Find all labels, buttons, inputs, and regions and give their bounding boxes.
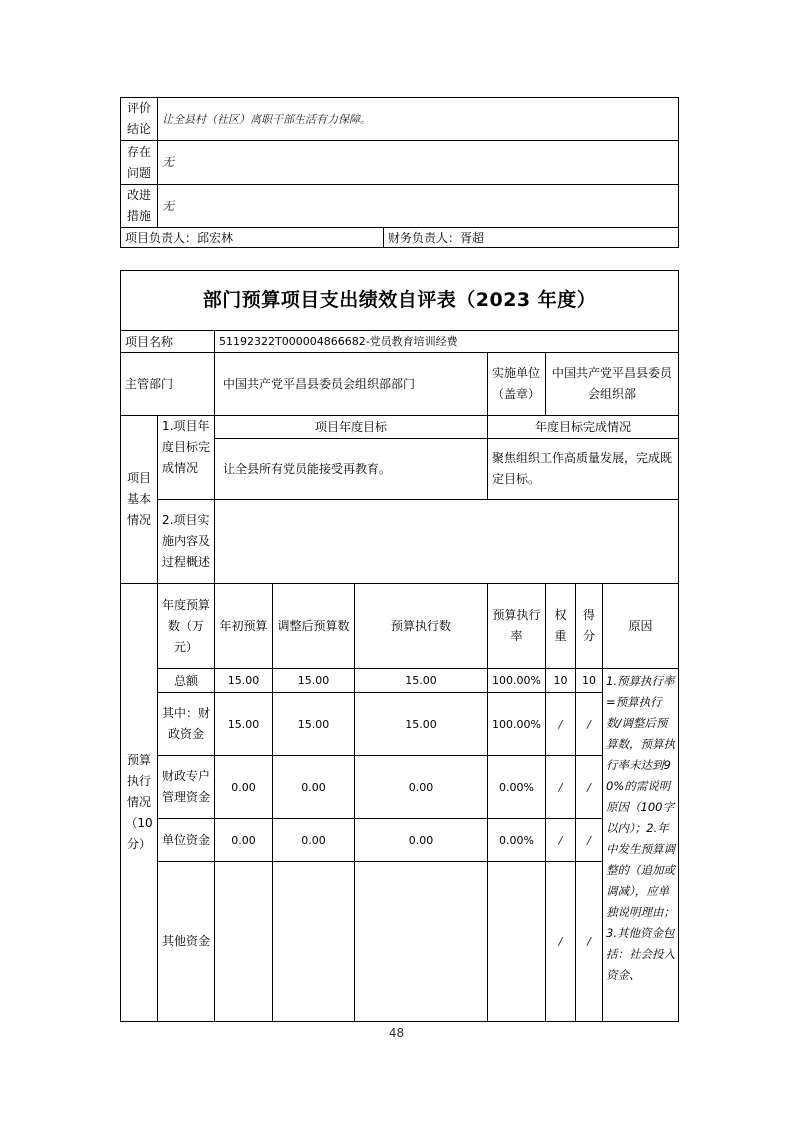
header-score: 得分 [576, 584, 603, 669]
fund-type: 其他资金 [158, 862, 215, 1022]
header-initial: 年初预算 [215, 584, 273, 669]
summary-value-conclusion: 让全县村（社区）离职干部生活有力保障。 [158, 98, 679, 141]
executed-budget: 0.00 [355, 819, 488, 862]
initial-budget: 15.00 [215, 693, 273, 756]
summary-label-conclusion: 评价结论 [121, 98, 158, 141]
summary-value-issues: 无 [158, 141, 679, 185]
adjusted-budget: 0.00 [273, 819, 355, 862]
execution-rate [488, 862, 546, 1022]
score: 10 [576, 669, 603, 693]
reason-note: 1.预算执行率=预算执行数/调整后预算数，预算执行率未达到90%的需说明原因（100字以内）；2.年中发生预算调整的（追加或调减），应单独说明理由；3.其他资金包括：社会投入资金、 [603, 669, 679, 1022]
budget-row-total [121, 669, 679, 693]
execution-rate: 100.00% [488, 693, 546, 756]
page-number: 48 [388, 1026, 405, 1040]
impl-unit-value: 中国共产党平昌县委员会组织部 [546, 353, 679, 416]
completion-value: 聚焦组织工作高质量发展，完成既定目标。 [488, 439, 679, 500]
adjusted-budget: 0.00 [273, 756, 355, 819]
weight: / [546, 693, 576, 756]
process-value [215, 500, 679, 584]
budget-row-special-account [121, 756, 679, 819]
header-fund: 年度预算数（万元） [158, 584, 215, 669]
goal-header: 项目年度目标 [215, 416, 488, 439]
initial-budget: 0.00 [215, 819, 273, 862]
executed-budget: 15.00 [355, 693, 488, 756]
execution-rate: 100.00% [488, 669, 546, 693]
summary-value-improvements: 无 [158, 185, 679, 228]
project-name-label: 项目名称 [121, 331, 215, 353]
impl-unit-label: 实施单位（盖章） [488, 353, 546, 416]
fund-type: 财政专户管理资金 [158, 756, 215, 819]
score: / [576, 756, 603, 819]
adjusted-budget: 15.00 [273, 669, 355, 693]
header-adjusted: 调整后预算数 [273, 584, 355, 669]
finance-lead: 财务负责人：胥超 [384, 228, 679, 248]
header-weight: 权重 [546, 584, 576, 669]
execution-rate: 0.00% [488, 819, 546, 862]
budget-row-other [121, 862, 679, 1022]
weight: 10 [546, 669, 576, 693]
fund-type: 其中：财政资金 [158, 693, 215, 756]
initial-budget [215, 862, 273, 1022]
basic-info-label: 项目基本情况 [121, 416, 158, 584]
budget-row-unit [121, 819, 679, 862]
header-rate: 预算执行率 [488, 584, 546, 669]
goal-label: 1.项目年度目标完成情况 [158, 416, 215, 500]
weight: / [546, 819, 576, 862]
score: / [576, 862, 603, 1022]
adjusted-budget [273, 862, 355, 1022]
budget-row-fiscal [121, 693, 679, 756]
initial-budget: 0.00 [215, 756, 273, 819]
process-label: 2.项目实施内容及过程概述 [158, 500, 215, 584]
executed-budget: 15.00 [355, 669, 488, 693]
score: / [576, 693, 603, 756]
summary-table [120, 97, 679, 248]
eval-table [120, 270, 679, 1022]
adjusted-budget: 15.00 [273, 693, 355, 756]
executed-budget: 0.00 [355, 756, 488, 819]
header-reason: 原因 [603, 584, 679, 669]
weight: / [546, 862, 576, 1022]
completion-header: 年度目标完成情况 [488, 416, 679, 439]
fund-type: 总额 [158, 669, 215, 693]
weight: / [546, 756, 576, 819]
goal-value: 让全县所有党员能接受再教育。 [215, 439, 488, 500]
execution-rate: 0.00% [488, 756, 546, 819]
initial-budget: 15.00 [215, 669, 273, 693]
dept-value: 中国共产党平昌县委员会组织部部门 [215, 353, 488, 416]
project-name-value: 51192322T000004866682-党员教育培训经费 [215, 331, 679, 353]
budget-section-label: 预算执行情况（10分） [121, 584, 158, 1022]
score: / [576, 819, 603, 862]
executed-budget [355, 862, 488, 1022]
fund-type: 单位资金 [158, 819, 215, 862]
project-lead: 项目负责人：邱宏林 [121, 228, 384, 248]
page-title: 部门预算项目支出绩效自评表（2023 年度） [121, 271, 679, 331]
summary-label-issues: 存在问题 [121, 141, 158, 185]
summary-label-improvements: 改进措施 [121, 185, 158, 228]
dept-label: 主管部门 [121, 353, 215, 416]
header-executed: 预算执行数 [355, 584, 488, 669]
